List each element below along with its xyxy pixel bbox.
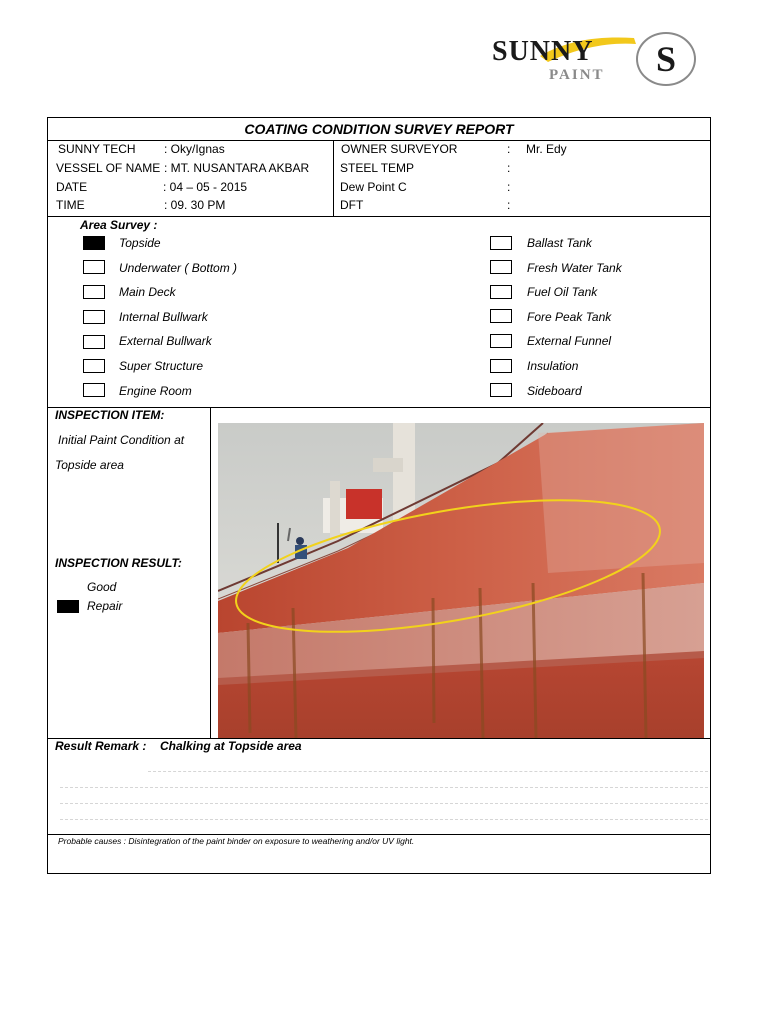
dew-point-colon: : — [507, 180, 511, 194]
inspection-item-line2: Topside area — [55, 458, 124, 472]
owner-surveyor-label: OWNER SURVEYOR — [341, 142, 458, 156]
checkbox-internal-bullwark[interactable] — [83, 310, 105, 324]
area-survey-label: Area Survey : — [80, 218, 158, 232]
checkbox-label: Engine Room — [119, 384, 192, 398]
divider — [48, 738, 710, 739]
owner-surveyor-colon: : — [507, 142, 511, 156]
divider — [48, 216, 710, 217]
sunny-tech-label: SUNNY TECH — [58, 142, 136, 156]
checkbox-label: Underwater ( Bottom ) — [119, 261, 238, 275]
dft-label: DFT — [340, 198, 364, 212]
divider — [48, 834, 710, 835]
checkbox-label: Super Structure — [119, 359, 204, 373]
checkbox-label: External Funnel — [527, 334, 612, 348]
checkbox-label: Main Deck — [119, 285, 176, 299]
divider — [48, 140, 710, 141]
topside-hull-photo — [218, 423, 704, 738]
report-title: COATING CONDITION SURVEY REPORT — [244, 121, 514, 137]
steel-temp-colon: : — [507, 161, 511, 175]
checkbox-underwater[interactable] — [83, 260, 105, 274]
survey-report-form — [47, 117, 711, 874]
checkbox-super-structure[interactable] — [83, 359, 105, 373]
remark-line — [60, 803, 708, 804]
owner-surveyor-value: Mr. Edy — [526, 142, 567, 156]
checkbox-label: External Bullwark — [119, 334, 212, 348]
checkbox-label: Insulation — [527, 359, 579, 373]
inspection-result-label: INSPECTION RESULT: — [55, 556, 182, 570]
logo-paint-word: PAINT — [549, 67, 605, 83]
steel-temp-label: STEEL TEMP — [340, 161, 415, 175]
vessel-name-value: : MT. NUSANTARA AKBAR — [164, 161, 310, 175]
date-label: DATE — [56, 180, 88, 194]
remark-line — [60, 819, 708, 820]
checkbox-label: Internal Bullwark — [119, 310, 208, 324]
checkbox-fuel-oil-tank[interactable] — [490, 285, 512, 299]
result-remark-label: Result Remark : — [55, 739, 147, 753]
checkbox-label: Fresh Water Tank — [527, 261, 622, 275]
divider — [333, 140, 334, 216]
checkbox-insulation[interactable] — [490, 359, 512, 373]
date-value: : 04 – 05 - 2015 — [163, 180, 248, 194]
checkbox-fore-peak-tank[interactable] — [490, 309, 512, 323]
checkbox-label: Sideboard — [527, 384, 582, 398]
checkbox-label: Fore Peak Tank — [527, 310, 612, 324]
checkbox-fresh-water-tank[interactable] — [490, 260, 512, 274]
result-good-label: Good — [87, 580, 117, 594]
remark-line — [60, 787, 708, 788]
dew-point-label: Dew Point C — [340, 180, 407, 194]
vessel-name-label: VESSEL OF NAME — [56, 161, 161, 175]
checkbox-label: Fuel Oil Tank — [527, 285, 598, 299]
checkbox-ballast-tank[interactable] — [490, 236, 512, 250]
probable-causes-note: Probable causes : Disintegration of the paint binder on exposure to weathering and/or UV light. — [58, 836, 415, 846]
sunny-paint-logo — [488, 30, 700, 88]
checkbox-external-bullwark[interactable] — [83, 335, 105, 349]
checkbox-sideboard[interactable] — [490, 383, 512, 397]
sunny-tech-value: : Oky/Ignas — [164, 142, 225, 156]
checkbox-repair[interactable] — [57, 600, 79, 613]
dft-colon: : — [507, 198, 511, 212]
inspection-item-line1: Initial Paint Condition at — [58, 433, 185, 447]
checkbox-main-deck[interactable] — [83, 285, 105, 299]
time-label: TIME — [56, 198, 85, 212]
logo-brand-word: SUNNY — [492, 36, 594, 67]
time-value: : 09. 30 PM — [164, 198, 226, 212]
logo-s-letter: S — [655, 39, 677, 79]
checkbox-label: Topside — [119, 236, 161, 250]
checkbox-label: Ballast Tank — [527, 236, 592, 250]
inspection-item-label: INSPECTION ITEM: — [55, 408, 165, 422]
result-remark-value: Chalking at Topside area — [160, 739, 302, 753]
remark-line — [148, 771, 708, 772]
divider — [210, 407, 211, 738]
result-repair-label: Repair — [87, 599, 123, 613]
checkbox-topside[interactable] — [83, 236, 105, 250]
checkbox-external-funnel[interactable] — [490, 334, 512, 348]
logo-s-emblem — [636, 32, 696, 86]
hull-photo-illustration — [218, 423, 704, 738]
checkbox-engine-room[interactable] — [83, 383, 105, 397]
